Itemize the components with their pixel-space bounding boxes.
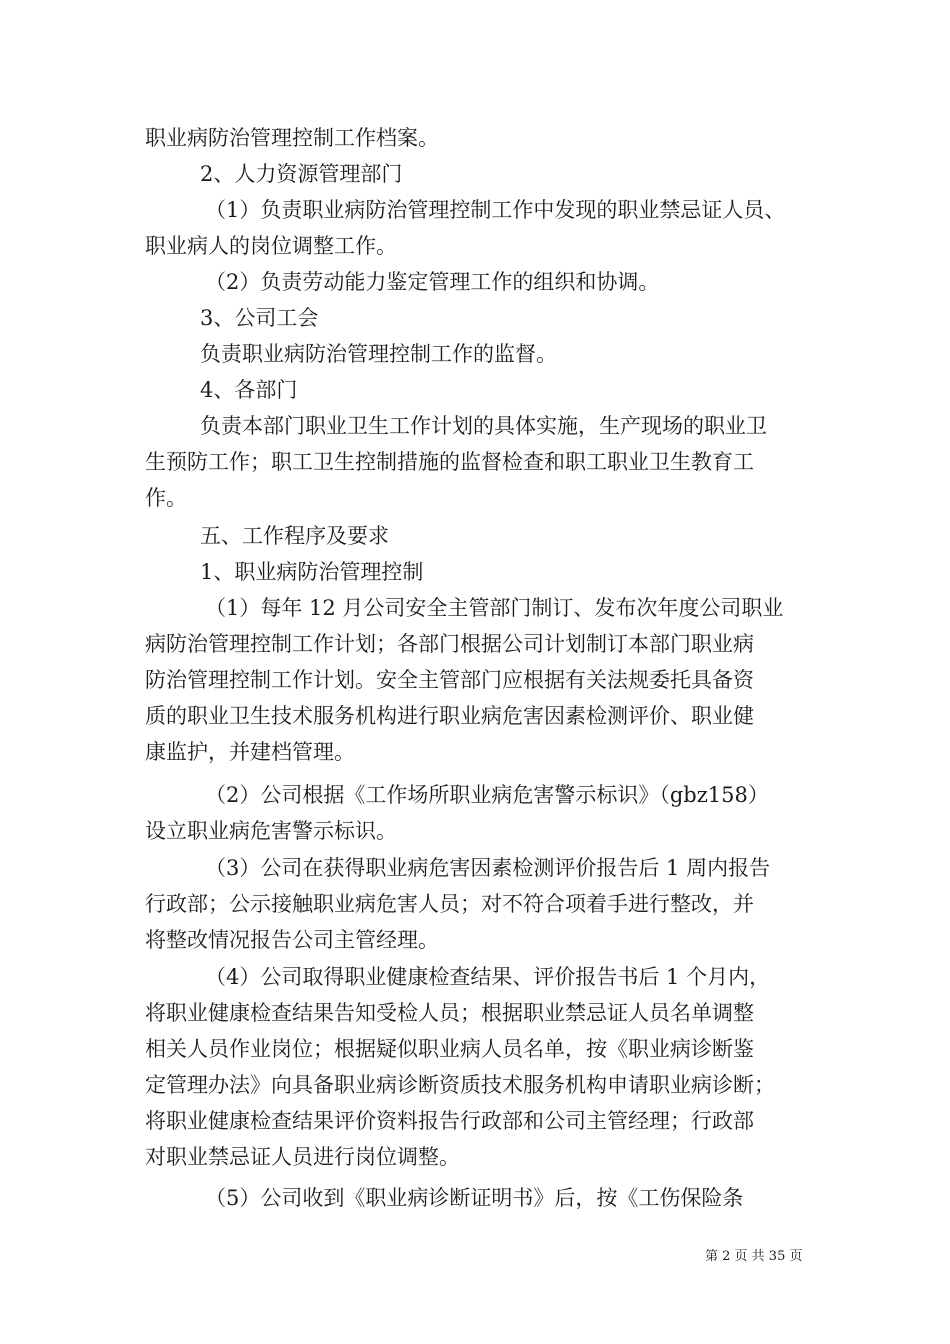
text-line: 职业病人的岗位调整工作。 [145, 234, 397, 258]
section-heading: 3、公司工会 [200, 306, 319, 330]
text-line: 定管理办法》向具备职业病诊断资质技术服务机构申请职业病诊断； [145, 1073, 775, 1097]
text-line: 行政部；公示接触职业病危害人员；对不符合项着手进行整改，并 [145, 892, 754, 916]
text-line: （1）负责职业病防治管理控制工作中发现的职业禁忌证人员、 [205, 198, 786, 222]
text-line: （4）公司取得职业健康检查结果、评价报告书后 1 个月内， [205, 965, 771, 989]
text-line: （2）负责劳动能力鉴定管理工作的组织和协调。 [205, 270, 660, 294]
text-line: （1）每年 12 月公司安全主管部门制订、发布次年度公司职业 [205, 596, 784, 620]
text-line: 相关人员作业岗位；根据疑似职业病人员名单，按《职业病诊断鉴 [145, 1037, 754, 1061]
text-line: 负责本部门职业卫生工作计划的具体实施，生产现场的职业卫 [200, 414, 767, 438]
text-line: 防治管理控制工作计划。安全主管部门应根据有关法规委托具备资 [145, 668, 754, 692]
text-line: （5）公司收到《职业病诊断证明书》后，按《工伤保险条 [205, 1186, 744, 1210]
text-line: 负责职业病防治管理控制工作的监督。 [200, 342, 557, 366]
text-line: 设立职业病危害警示标识。 [145, 819, 397, 843]
text-line: 生预防工作；职工卫生控制措施的监督检查和职工职业卫生教育工 [145, 450, 754, 474]
text-line: 将整改情况报告公司主管经理。 [145, 928, 439, 952]
text-line: 质的职业卫生技术服务机构进行职业病危害因素检测评价、职业健 [145, 704, 754, 728]
section-heading: 2、人力资源管理部门 [200, 162, 403, 186]
section-heading: 1、职业病防治管理控制 [200, 560, 424, 584]
text-line: 将职业健康检查结果评价资料报告行政部和公司主管经理；行政部 [145, 1109, 754, 1133]
text-line: 康监护，并建档管理。 [145, 740, 355, 764]
text-line: 病防治管理控制工作计划；各部门根据公司计划制订本部门职业病 [145, 632, 754, 656]
text-line: （2）公司根据《工作场所职业病危害警示标识》（gbz158） [205, 783, 769, 807]
text-line: 对职业禁忌证人员进行岗位调整。 [145, 1145, 460, 1169]
text-line: 作。 [145, 486, 187, 510]
page-number: 第 2 页 共 35 页 [705, 1249, 803, 1264]
text-line: 职业病防治管理控制工作档案。 [145, 126, 439, 150]
section-heading: 4、各部门 [200, 378, 298, 402]
section-heading: 五、工作程序及要求 [200, 524, 389, 548]
text-line: 将职业健康检查结果告知受检人员；根据职业禁忌证人员名单调整 [145, 1001, 754, 1025]
text-line: （3）公司在获得职业病危害因素检测评价报告后 1 周内报告 [205, 856, 771, 880]
